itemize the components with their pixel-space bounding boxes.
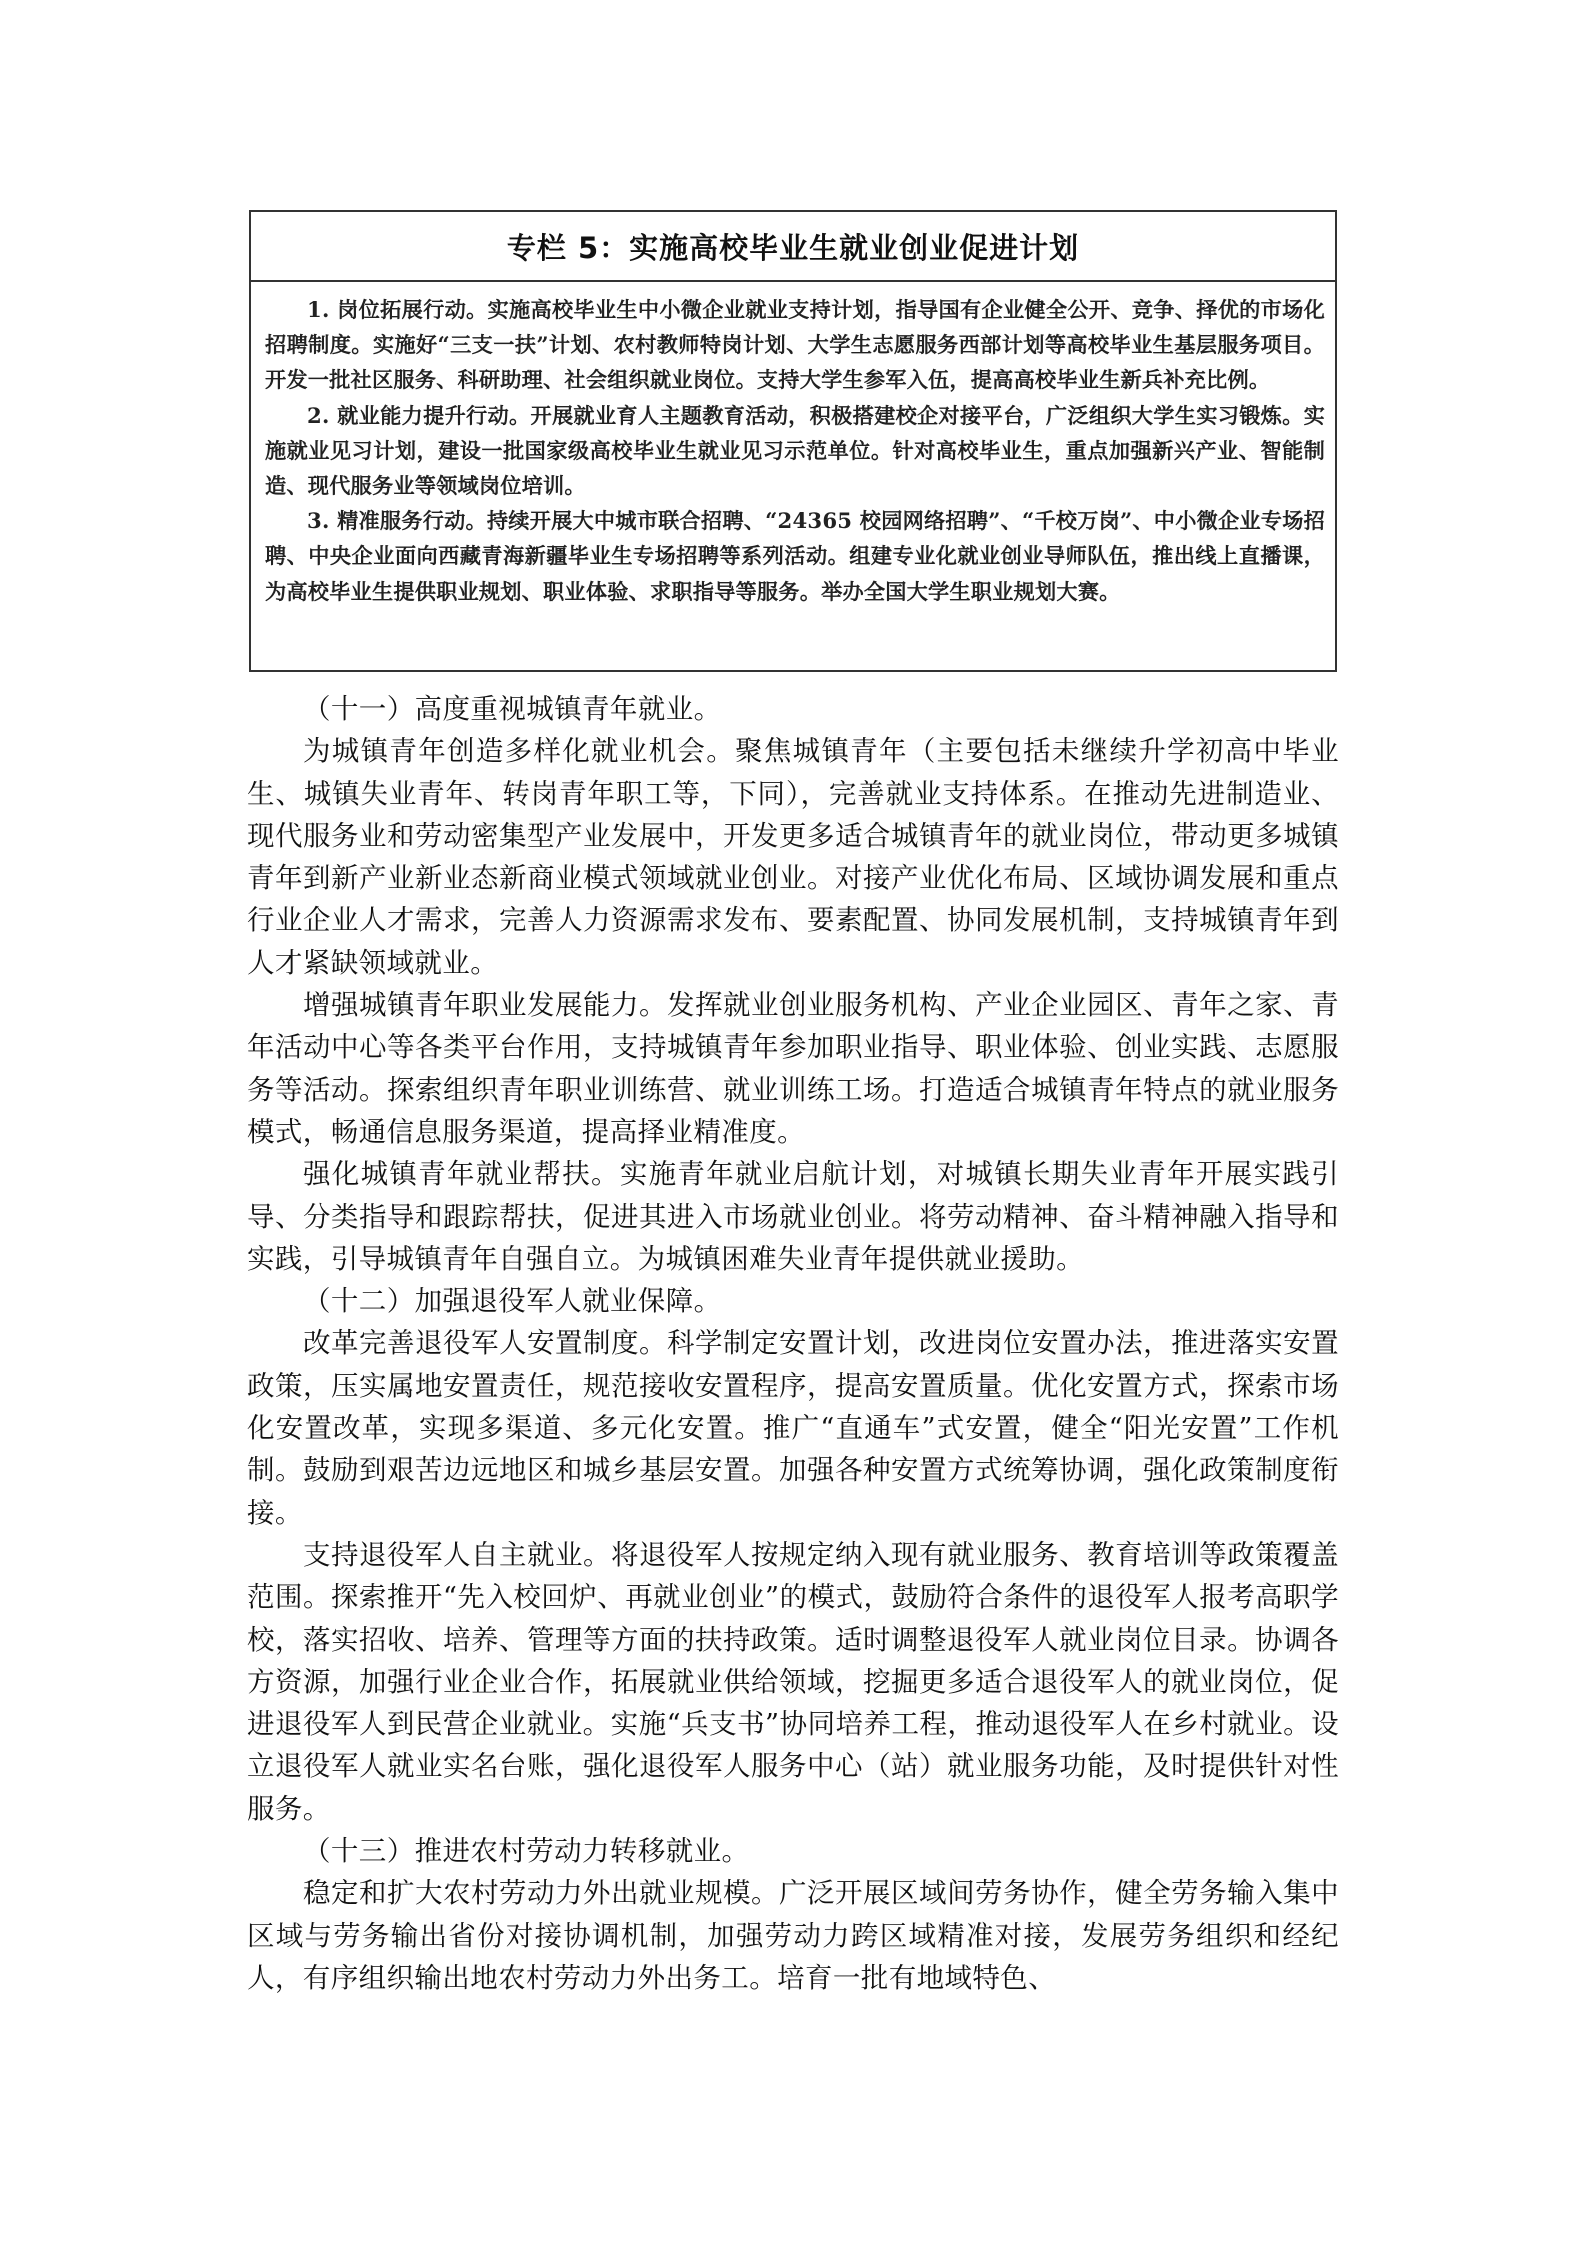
section-heading-12: （十二）加强退役军人就业保障。: [303, 1285, 722, 1318]
paragraph: 稳定和扩大农村劳动力外出就业规模。广泛开展区域间劳务协作，健全劳务输入集中区域与劳务输出省份对接协调机制，加强劳动力跨区域精准对接，发展劳务组织和经纪人，有序组织输出地农村劳动力外出务工。培育一批有地域特色、: [247, 1877, 1339, 1994]
box-item-2: 2. 就业能力提升行动。开展就业育人主题教育活动，积极搭建校企对接平台，广泛组织大学生实习锻炼。实施就业见习计划，建设一批国家级高校毕业生就业见习示范单位。针对高校毕业生，重点加强新兴产业、智能制造、现代服务业等领域岗位培训。: [265, 402, 1325, 499]
paragraph: 为城镇青年创造多样化就业机会。聚焦城镇青年（主要包括未继续升学初高中毕业生、城镇失业青年、转岗青年职工等，下同），完善就业支持体系。在推动先进制造业、现代服务业和劳动密集型产业发展中，开发更多适合城镇青年的就业岗位，带动更多城镇青年到新产业新业态新商业模式领域就业创业。对接产业优化布局、区域协调发展和重点行业企业人才需求，完善人力资源需求发布、要素配置、协同发展机制，支持城镇青年到人才紧缺领域就业。: [247, 735, 1339, 979]
feature-box-body: [251, 282, 1335, 609]
feature-box-title: 专栏 5：实施高校毕业生就业创业促进计划: [251, 212, 1335, 282]
paragraph: 强化城镇青年就业帮扶。实施青年就业启航计划，对城镇长期失业青年开展实践引导、分类指导和跟踪帮扶，促进其进入市场就业创业。将劳动精神、奋斗精神融入指导和实践，引导城镇青年自强自立。为城镇困难失业青年提供就业援助。: [247, 1158, 1339, 1275]
paragraph: 支持退役军人自主就业。将退役军人按规定纳入现有就业服务、教育培训等政策覆盖范围。探索推开“先入校回炉、再就业创业”的模式，鼓励符合条件的退役军人报考高职学校，落实招收、培养、管理等方面的扶持政策。适时调整退役军人就业岗位目录。协调各方资源，加强行业企业合作，拓展就业供给领域，挖掘更多适合退役军人的就业岗位，促进退役军人到民营企业就业。实施“兵支书”协同培养工程，推动退役军人在乡村就业。设立退役军人就业实名台账，强化退役军人服务中心（站）就业服务功能，及时提供针对性服务。: [247, 1538, 1339, 1825]
main-text: [247, 688, 1339, 1999]
section-heading-11: （十一）高度重视城镇青年就业。: [303, 693, 722, 725]
section-heading-13: （十三）推进农村劳动力转移就业。: [303, 1835, 750, 1868]
paragraph: 增强城镇青年职业发展能力。发挥就业创业服务机构、产业企业园区、青年之家、青年活动中心等各类平台作用，支持城镇青年参加职业指导、职业体验、创业实践、志愿服务等活动。探索组织青年职业训练营、就业训练工场。打造适合城镇青年特点的就业服务模式，畅通信息服务渠道，提高择业精准度。: [247, 989, 1339, 1148]
paragraph: 改革完善退役军人安置制度。科学制定安置计划，改进岗位安置办法，推进落实安置政策，压实属地安置责任，规范接收安置程序，提高安置质量。优化安置方式，探索市场化安置改革，实现多渠道、多元化安置。推广“直通车”式安置，健全“阳光安置”工作机制。鼓励到艰苦边远地区和城乡基层安置。加强各种安置方式统筹协调，强化政策制度衔接。: [247, 1327, 1339, 1529]
box-item-1: 1. 岗位拓展行动。实施高校毕业生中小微企业就业支持计划，指导国有企业健全公开、竞争、择优的市场化招聘制度。实施好“三支一扶”计划、农村教师特岗计划、大学生志愿服务西部计划等高校毕业生基层服务项目。开发一批社区服务、科研助理、社会组织就业岗位。支持大学生参军入伍，提高高校毕业生新兵补充比例。: [265, 297, 1325, 393]
feature-box: [249, 210, 1337, 672]
box-item-3: 3. 精准服务行动。持续开展大中城市联合招聘、“24365 校园网络招聘”、“千校万岗”、中小微企业专场招聘、中央企业面向西藏青海新疆毕业生专场招聘等系列活动。组建专业化就业创业导师队伍，推出线上直播课，为高校毕业生提供职业规划、职业体验、求职指导等服务。举办全国大学生职业规划大赛。: [265, 508, 1325, 604]
